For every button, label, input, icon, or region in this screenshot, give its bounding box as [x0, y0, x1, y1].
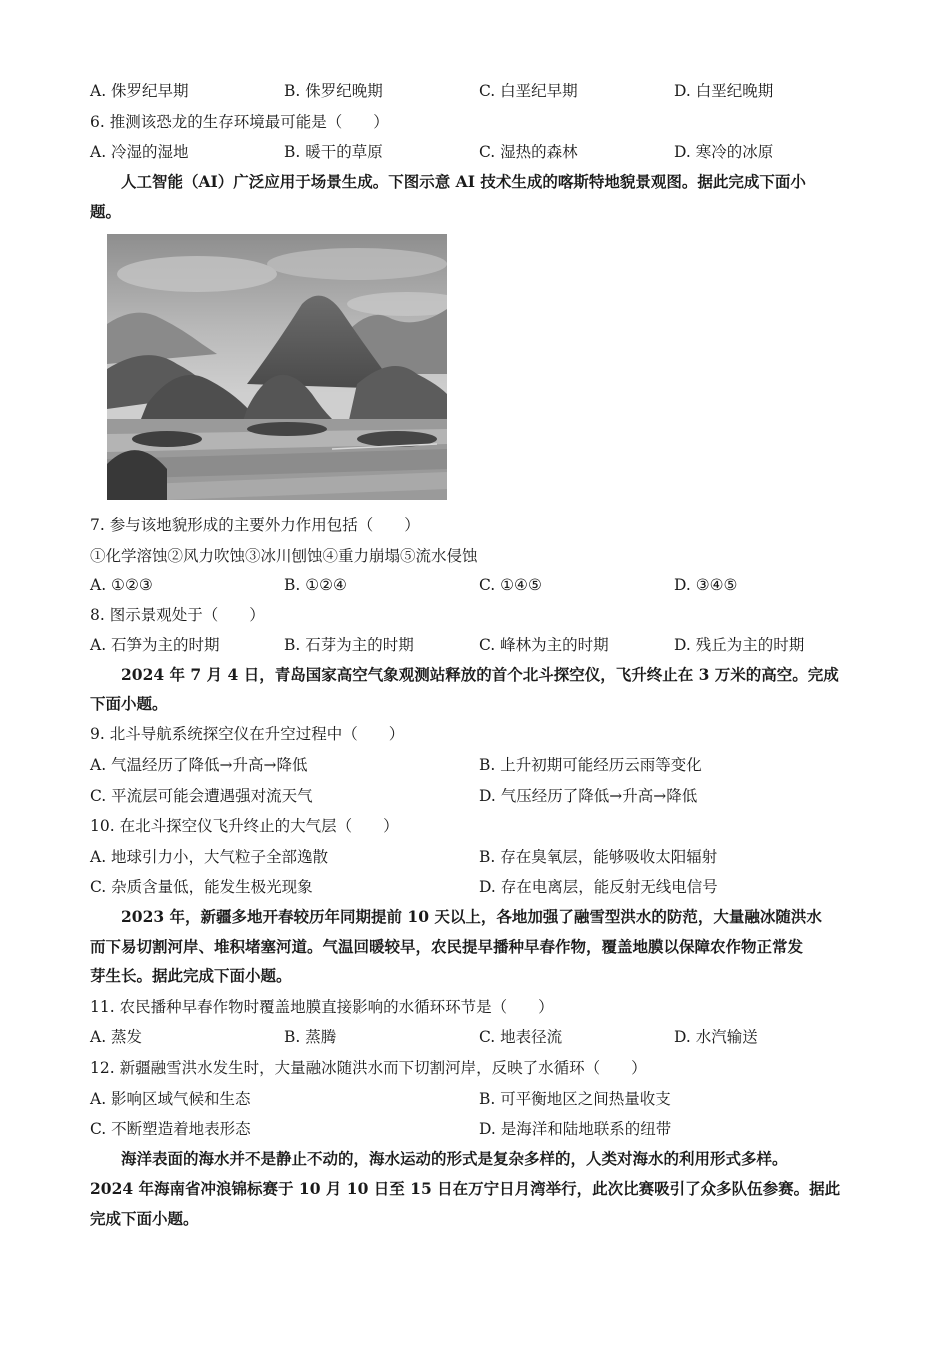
- option-d: D. 残丘为主的时期: [674, 636, 805, 654]
- option-a: A. 影响区域气候和生态: [90, 1090, 251, 1108]
- option-d: D. 存在电离层，能反射无线电信号: [479, 878, 718, 896]
- option-c: C. 峰林为主的时期: [479, 636, 609, 654]
- option-d: D. 白垩纪晚期: [674, 82, 774, 100]
- q12-options-row1: [90, 1089, 870, 1109]
- q7-items: ①化学溶蚀②风力吹蚀③冰川刨蚀④重力崩塌⑤流水侵蚀: [90, 547, 478, 565]
- option-d: D. 寒冷的冰原: [674, 143, 774, 161]
- q8-options: [90, 635, 870, 655]
- intro-beidou-line2: 下面小题。: [90, 694, 168, 713]
- q9-stem: 9. 北斗导航系统探空仪在升空过程中（ ）: [90, 725, 405, 743]
- q12-stem: 12. 新疆融雪洪水发生时，大量融冰随洪水而下切割河岸，反映了水循环（ ）: [90, 1059, 647, 1077]
- intro-ocean-line2: 2024 年海南省冲浪锦标赛于 10 月 10 日至 15 日在万宁日月湾举行，此次比赛吸引了众多队伍参赛。据此: [90, 1179, 841, 1198]
- option-c: C. 平流层可能会遭遇强对流天气: [90, 787, 313, 805]
- option-a: A. 侏罗纪早期: [90, 82, 189, 100]
- option-a: A. 气温经历了降低→升高→降低: [90, 756, 308, 774]
- intro-xinjiang-line2: 而下易切割河岸、堆积堵塞河道。气温回暖较早，农民提早播种早春作物，覆盖地膜以保障农作物正常发: [90, 937, 804, 956]
- option-c: C. 地表径流: [479, 1028, 563, 1046]
- intro-ai-line1: 人工智能（AI）广泛应用于场景生成。下图示意 AI 技术生成的喀斯特地貌景观图。据此完成下面小: [121, 172, 806, 191]
- intro-xinjiang-line1: 2023 年，新疆多地开春较历年同期提前 10 天以上，各地加强了融雪型洪水的防范，大量融冰随洪水: [121, 907, 822, 926]
- q10-options-row2: [90, 877, 870, 897]
- option-a: A. 地球引力小，大气粒子全部逸散: [90, 848, 329, 866]
- intro-ocean-line3: 完成下面小题。: [90, 1209, 199, 1228]
- option-b: B. ①②④: [284, 576, 347, 594]
- q11-options: [90, 1027, 870, 1047]
- option-d: D. 是海洋和陆地联系的纽带: [479, 1120, 672, 1138]
- q9-options-row2: [90, 786, 870, 806]
- option-b: B. 存在臭氧层，能够吸收太阳辐射: [479, 848, 718, 866]
- option-c: C. ①④⑤: [479, 576, 542, 594]
- q5-options: [90, 81, 870, 101]
- option-c: C. 白垩纪早期: [479, 82, 578, 100]
- option-a: A. 冷湿的湿地: [90, 143, 189, 161]
- intro-ai-line2: 题。: [90, 202, 122, 221]
- q6-stem: 6. 推测该恐龙的生存环境最可能是（ ）: [90, 113, 389, 131]
- q11-stem: 11. 农民播种早春作物时覆盖地膜直接影响的水循环环节是（ ）: [90, 998, 554, 1016]
- intro-xinjiang-line3: 芽生长。据此完成下面小题。: [90, 966, 292, 985]
- q6-options: [90, 142, 870, 162]
- option-b: B. 侏罗纪晚期: [284, 82, 383, 100]
- option-b: B. 石芽为主的时期: [284, 636, 414, 654]
- q10-stem: 10. 在北斗探空仪飞升终止的大气层（ ）: [90, 817, 399, 835]
- q7-stem: 7. 参与该地貌形成的主要外力作用包括（ ）: [90, 516, 420, 534]
- option-a: A. 石笋为主的时期: [90, 636, 220, 654]
- intro-beidou-line1: 2024 年 7 月 4 日，青岛国家高空气象观测站释放的首个北斗探空仪，飞升终止在 3 万米的高空。完成: [121, 665, 839, 684]
- karst-landscape-image: [107, 234, 447, 500]
- option-b: B. 上升初期可能经历云雨等变化: [479, 756, 702, 774]
- q7-options: [90, 575, 870, 595]
- option-b: B. 可平衡地区之间热量收支: [479, 1090, 671, 1108]
- option-b: B. 蒸腾: [284, 1028, 337, 1046]
- q8-stem: 8. 图示景观处于（ ）: [90, 606, 265, 624]
- q10-options-row1: [90, 847, 870, 867]
- option-a: A. ①②③: [90, 576, 153, 594]
- option-c: C. 湿热的森林: [479, 143, 578, 161]
- option-d: D. 水汽输送: [674, 1028, 758, 1046]
- q12-options-row2: [90, 1119, 870, 1139]
- option-d: D. ③④⑤: [674, 576, 738, 594]
- intro-ocean-line1: 海洋表面的海水并不是静止不动的，海水运动的形式是复杂多样的，人类对海水的利用形式多样。: [121, 1149, 788, 1168]
- option-b: B. 暖干的草原: [284, 143, 383, 161]
- option-c: C. 杂质含量低，能发生极光现象: [90, 878, 313, 896]
- option-d: D. 气压经历了降低→升高→降低: [479, 787, 698, 805]
- option-a: A. 蒸发: [90, 1028, 143, 1046]
- q9-options-row1: [90, 755, 870, 775]
- option-c: C. 不断塑造着地表形态: [90, 1120, 251, 1138]
